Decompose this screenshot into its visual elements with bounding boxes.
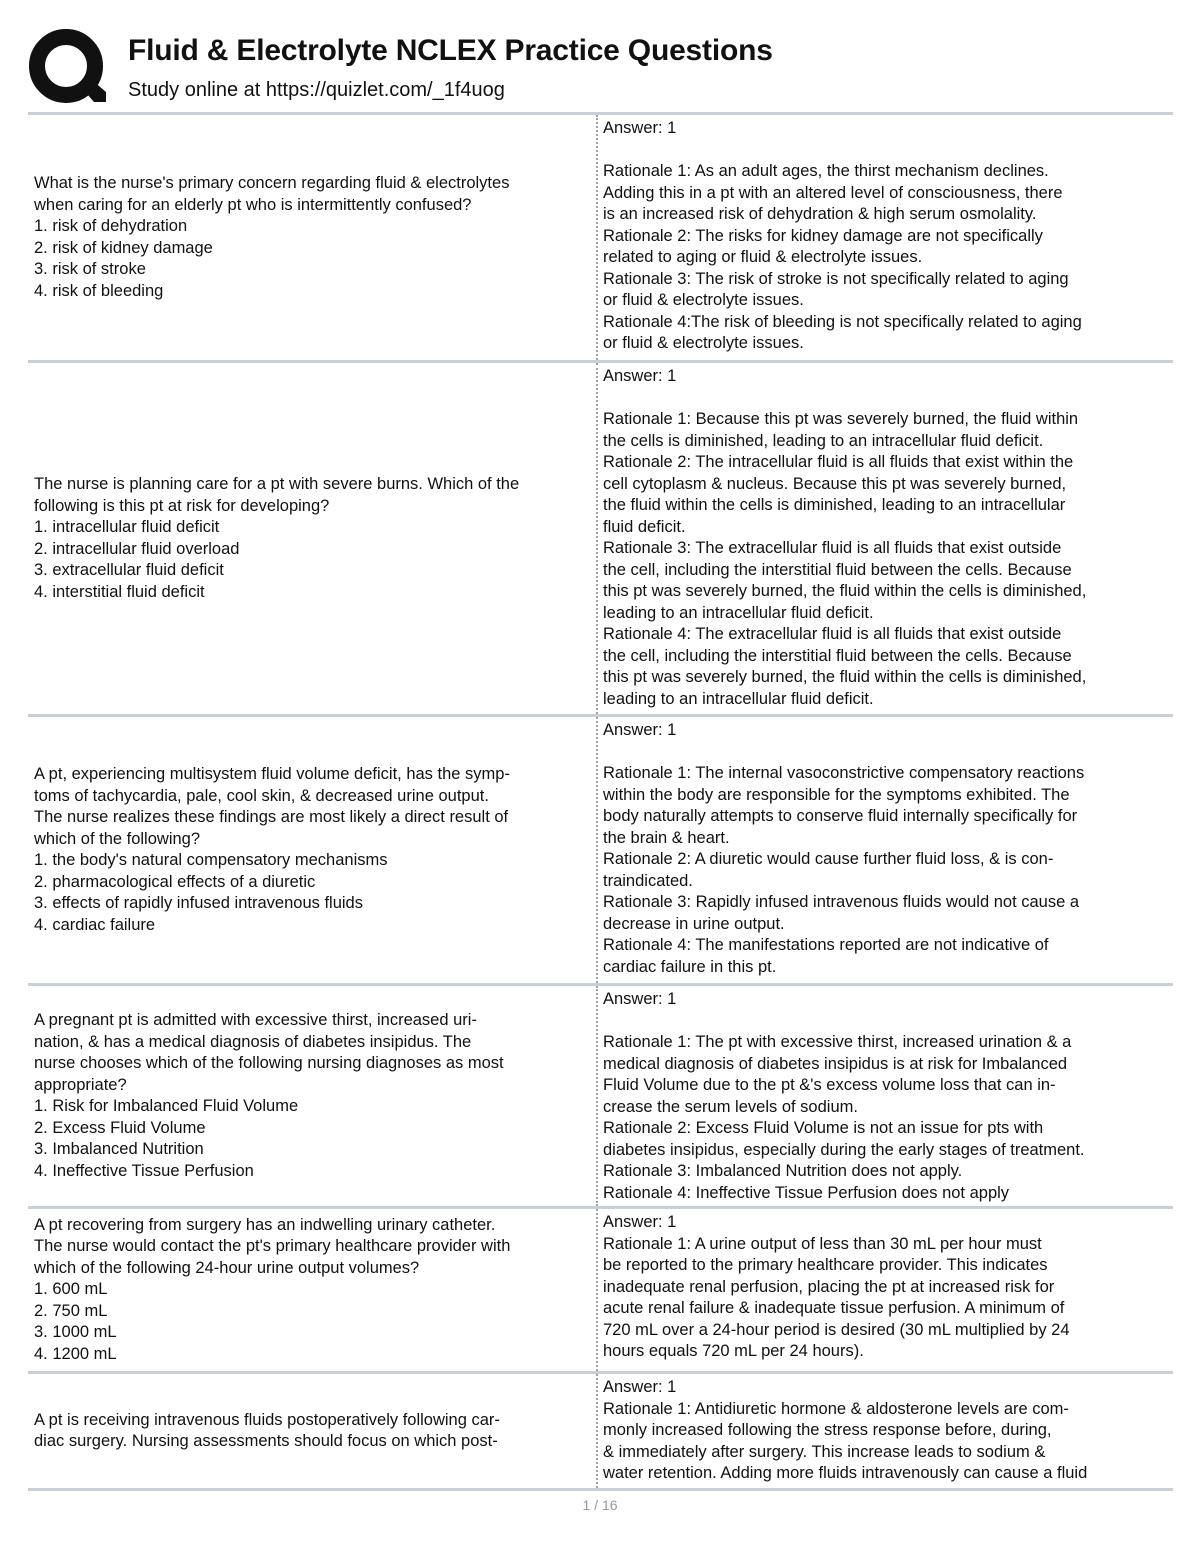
question-line: 4. 1200 mL bbox=[34, 1344, 117, 1363]
question-line: 4. Ineffective Tissue Perfusion bbox=[34, 1161, 254, 1180]
answer-line: cell cytoplasm & nucleus. Because this pt was severely burned, bbox=[603, 474, 1067, 493]
answer-line: Answer: 1 bbox=[603, 119, 677, 137]
answer-line: Rationale 4: The manifestations reported are not indicative of bbox=[603, 936, 1049, 954]
answer-line: Rationale 2: A diuretic would cause further fluid loss, & is con- bbox=[603, 850, 1054, 868]
answer-line: traindicated. bbox=[603, 871, 693, 890]
answer-line: is an increased risk of dehydration & high serum osmolality. bbox=[603, 205, 1037, 223]
answer-line: cardiac failure in this pt. bbox=[603, 957, 777, 976]
answer-line: decrease in urine output. bbox=[603, 914, 785, 933]
question-line: 3. extracellular fluid deficit bbox=[34, 561, 224, 579]
answer-line: Rationale 2: The intracellular fluid is all fluids that exist within the bbox=[603, 453, 1074, 471]
answer-line: Adding this in a pt with an altered level of consciousness, there bbox=[603, 183, 1063, 202]
answer-line: Answer: 1 bbox=[603, 1213, 677, 1231]
answer-line: monly increased following the stress response before, during, bbox=[603, 1421, 1052, 1439]
answer-line: leading to an intracellular fluid deficit. bbox=[603, 689, 874, 708]
answer-line: Rationale 2: The risks for kidney damage are not specifically bbox=[603, 226, 1043, 245]
question-line: 3. 1000 mL bbox=[34, 1323, 117, 1342]
answer-line: 720 mL over a 24-hour period is desired (30 mL multiplied by 24 bbox=[603, 1320, 1070, 1339]
question-cell bbox=[28, 1374, 596, 1488]
answer-line: fluid deficit. bbox=[603, 517, 686, 536]
answer-line: Rationale 4: The extracellular fluid is all fluids that exist outside bbox=[603, 625, 1062, 643]
answer-line: body naturally attempts to conserve fluid internally specifically for bbox=[603, 807, 1078, 825]
question-line: The nurse realizes these findings are most likely a direct result of bbox=[34, 808, 509, 826]
answer-line: leading to an intracellular fluid deficit. bbox=[603, 603, 874, 622]
question-line: 1. Risk for Imbalanced Fluid Volume bbox=[34, 1097, 299, 1115]
question-line: appropriate? bbox=[34, 1075, 127, 1094]
question-line: 1. intracellular fluid deficit bbox=[34, 518, 220, 536]
answer-line: the cell, including the interstitial fluid between the cells. Because bbox=[603, 646, 1072, 665]
question-cell bbox=[28, 363, 596, 714]
answer-cell bbox=[598, 717, 1173, 983]
answer-line: within the body are responsible for the symptoms exhibited. The bbox=[603, 785, 1070, 804]
answer-line: be reported to the primary healthcare provider. This indicates bbox=[603, 1256, 1048, 1274]
answer-line: Rationale 3: The extracellular fluid is all fluids that exist outside bbox=[603, 539, 1062, 557]
answer-line: Rationale 1: Antidiuretic hormone & aldosterone levels are com- bbox=[603, 1399, 1069, 1418]
answer-line: hours equals 720 mL per 24 hours). bbox=[603, 1342, 864, 1360]
question-line: 4. cardiac failure bbox=[34, 915, 156, 934]
question-line: 3. Imbalanced Nutrition bbox=[34, 1140, 204, 1158]
question-line: nation, & has a medical diagnosis of diabetes insipidus. The bbox=[34, 1032, 472, 1051]
answer-cell bbox=[598, 986, 1173, 1206]
answer-line: Fluid Volume due to the pt &'s excess volume loss that can in- bbox=[603, 1076, 1056, 1094]
answer-line: Rationale 2: Excess Fluid Volume is not an issue for pts with bbox=[603, 1119, 1044, 1137]
question-cell bbox=[28, 717, 596, 983]
answer-cell bbox=[598, 1374, 1173, 1488]
question-line: which of the following 24-hour urine output volumes? bbox=[34, 1258, 420, 1277]
answer-line: related to aging or fluid & electrolyte issues. bbox=[603, 248, 923, 266]
answer-cell bbox=[598, 1209, 1173, 1371]
answer-line: acute renal failure & inadequate tissue perfusion. A minimum of bbox=[603, 1299, 1065, 1317]
answer-line: & immediately after surgery. This increase leads to sodium & bbox=[603, 1442, 1046, 1461]
answer-line: Rationale 1: The pt with excessive thirst, increased urination & a bbox=[603, 1033, 1072, 1051]
answer-line: this pt was severely burned, the fluid within the cells is diminished, bbox=[603, 668, 1087, 686]
answer-line: Rationale 1: Because this pt was severely burned, the fluid within bbox=[603, 410, 1079, 428]
answer-line: Answer: 1 bbox=[603, 1378, 677, 1396]
question-line: 4. risk of bleeding bbox=[34, 281, 164, 300]
question-line: A pregnant pt is admitted with excessive thirst, increased uri- bbox=[34, 1011, 477, 1029]
document-subtitle: Study online at https://quizlet.com/_1f4uog bbox=[128, 79, 505, 101]
answer-line: water retention. Adding more fluids intravenously can cause a fluid bbox=[603, 1464, 1088, 1482]
blank-line bbox=[603, 742, 1173, 764]
question-line: 2. risk of kidney damage bbox=[34, 238, 213, 257]
question-line: A pt, experiencing multisystem fluid volume deficit, has the symp- bbox=[34, 765, 510, 783]
answer-line: Rationale 3: The risk of stroke is not specifically related to aging bbox=[603, 269, 1069, 288]
question-line: nurse chooses which of the following nursing diagnoses as most bbox=[34, 1054, 504, 1072]
answer-line: diabetes insipidus, especially during the early stages of treatment. bbox=[603, 1140, 1085, 1159]
answer-line: Answer: 1 bbox=[603, 721, 677, 739]
question-cell bbox=[28, 1209, 596, 1371]
answer-line: Rationale 1: The internal vasoconstrictive compensatory reactions bbox=[603, 764, 1085, 782]
answer-line: or fluid & electrolyte issues. bbox=[603, 334, 804, 352]
question-line: What is the nurse's primary concern regarding fluid & electrolytes bbox=[34, 174, 510, 192]
question-line: 3. effects of rapidly infused intravenous fluids bbox=[34, 894, 363, 912]
flashcard-row bbox=[28, 983, 1173, 1206]
document-header bbox=[28, 28, 1178, 110]
question-line: diac surgery. Nursing assessments should focus on which post- bbox=[34, 1432, 498, 1450]
page-number: 1 / 16 bbox=[582, 1497, 618, 1513]
question-line: 4. interstitial fluid deficit bbox=[34, 582, 205, 601]
answer-line: the cells is diminished, leading to an intracellular fluid deficit. bbox=[603, 431, 1044, 450]
question-line: 1. 600 mL bbox=[34, 1280, 108, 1299]
blank-line bbox=[603, 1011, 1173, 1033]
answer-cell bbox=[598, 115, 1173, 360]
flashcard-row bbox=[28, 1206, 1173, 1371]
answer-line: Answer: 1 bbox=[603, 367, 677, 385]
answer-line: Rationale 1: As an adult ages, the thirst mechanism declines. bbox=[603, 162, 1049, 180]
question-cell bbox=[28, 115, 596, 360]
answer-cell bbox=[598, 363, 1173, 714]
question-line: 2. Excess Fluid Volume bbox=[34, 1118, 206, 1137]
blank-line bbox=[603, 140, 1173, 162]
flashcard-row bbox=[28, 112, 1173, 360]
answer-line: Rationale 3: Imbalanced Nutrition does not apply. bbox=[603, 1162, 963, 1180]
question-line: A pt recovering from surgery has an indwelling urinary catheter. bbox=[34, 1215, 496, 1234]
question-line: 2. 750 mL bbox=[34, 1301, 108, 1320]
flashcard-row bbox=[28, 1371, 1173, 1491]
document-title: Fluid & Electrolyte NCLEX Practice Questions bbox=[128, 34, 773, 67]
question-line: A pt is receiving intravenous fluids postoperatively following car- bbox=[34, 1410, 500, 1429]
question-line: 3. risk of stroke bbox=[34, 260, 146, 278]
question-line: following is this pt at risk for developing? bbox=[34, 496, 330, 515]
question-line: toms of tachycardia, pale, cool skin, & decreased urine output. bbox=[34, 786, 489, 805]
answer-line: Rationale 1: A urine output of less than 30 mL per hour must bbox=[603, 1234, 1042, 1253]
answer-line: the brain & heart. bbox=[603, 828, 730, 847]
question-line: The nurse would contact the pt's primary healthcare provider with bbox=[34, 1237, 511, 1256]
answer-line: medical diagnosis of diabetes insipidus is at risk for Imbalanced bbox=[603, 1054, 1068, 1073]
answer-line: the fluid within the cells is diminished, leading to an intracellular bbox=[603, 496, 1066, 514]
blank-line bbox=[603, 388, 1173, 410]
question-line: The nurse is planning care for a pt with severe burns. Which of the bbox=[34, 475, 520, 493]
question-line: when caring for an elderly pt who is intermittently confused? bbox=[34, 195, 472, 214]
question-line: 2. pharmacological effects of a diuretic bbox=[34, 872, 316, 891]
answer-line: this pt was severely burned, the fluid within the cells is diminished, bbox=[603, 582, 1087, 600]
question-line: 1. the body's natural compensatory mechanisms bbox=[34, 851, 388, 869]
flashcard-row bbox=[28, 714, 1173, 983]
answer-line: crease the serum levels of sodium. bbox=[603, 1097, 858, 1116]
answer-line: or fluid & electrolyte issues. bbox=[603, 291, 804, 309]
question-line: which of the following? bbox=[34, 829, 201, 848]
answer-line: Rationale 4:The risk of bleeding is not specifically related to aging bbox=[603, 312, 1082, 331]
answer-line: Rationale 4: Ineffective Tissue Perfusion does not apply bbox=[603, 1183, 1010, 1202]
flashcard-list bbox=[28, 112, 1173, 1491]
question-line: 2. intracellular fluid overload bbox=[34, 539, 240, 558]
flashcard-row bbox=[28, 360, 1173, 714]
quizlet-logo-icon bbox=[28, 28, 108, 108]
answer-line: Answer: 1 bbox=[603, 990, 677, 1008]
answer-line: the cell, including the interstitial fluid between the cells. Because bbox=[603, 560, 1072, 579]
question-line: 1. risk of dehydration bbox=[34, 217, 188, 235]
answer-line: inadequate renal perfusion, placing the pt at increased risk for bbox=[603, 1277, 1055, 1296]
question-cell bbox=[28, 986, 596, 1206]
answer-line: Rationale 3: Rapidly infused intravenous fluids would not cause a bbox=[603, 893, 1080, 911]
